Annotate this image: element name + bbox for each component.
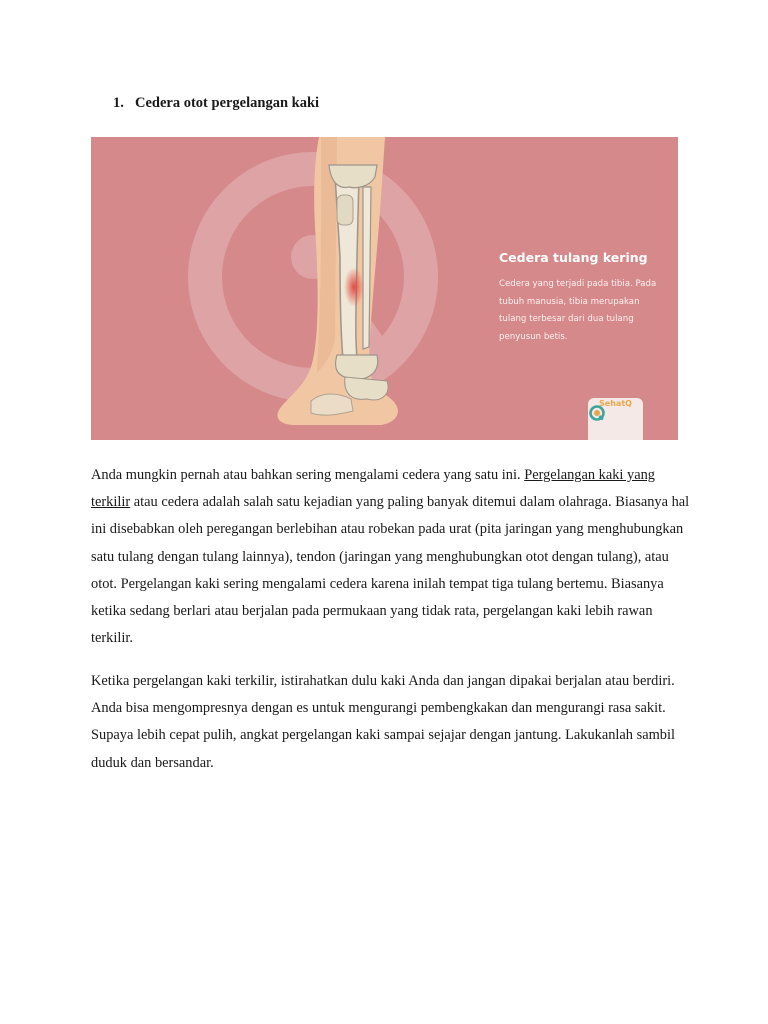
shin-injury-illustration <box>91 137 678 440</box>
paragraph-2: Ketika pergelangan kaki terkilir, istirahatkan dulu kaki Anda dan jangan dipakai berjalan atau berdiri. Anda bisa mengompresnya dengan es untuk mengurangi pembengkakan dan mengurangi rasa sakit. Supaya lebih cepat pulih, angkat pergelangan kaki sampai sejajar dengan jantung. Lakukanlah sambil duduk dan bersandar. <box>91 673 675 771</box>
fibula-bone <box>363 187 371 349</box>
paragraph-1 <box>91 462 691 652</box>
sehatq-logo-icon <box>588 404 606 422</box>
heading-title: Cedera otot pergelangan kaki <box>135 95 320 111</box>
heading-number: 1. <box>113 95 124 111</box>
injury-highlight <box>344 267 364 307</box>
figure-description: Cedera yang terjadi pada tibia. Pada tubuh manusia, tibia merupakan tulang terbesar dari dua tulang penyusun betis. <box>499 279 657 342</box>
figure-title: Cedera tulang kering <box>499 250 648 265</box>
watermark-logo <box>205 169 421 385</box>
paragraph-1-body: atau cedera adalah salah satu kejadian yang paling banyak ditemui dalam olahraga. Biasanya hal ini disebabkan oleh peregangan berlebihan atau robekan pada urat (pita jaringan yang menghubungkan satu tulang dengan tulang lainnya), tendon (jaringan yang menghubungkan otot dengan tulang), atau otot. Pergelangan kaki sering mengalami cedera karena inilah tempat tiga tulang bertemu. Biasanya ketika sedang berlari atau berjalan pada permukaan yang tidak rata, pergelangan kaki lebih rawan terkilir. <box>91 494 690 647</box>
logo-text: SehatQ <box>599 399 632 408</box>
figure-caption <box>499 250 669 346</box>
sprained-ankle-link[interactable]: Pergelangan kaki yang terkilir <box>91 467 655 511</box>
section-heading <box>113 94 319 112</box>
sehatq-logo <box>588 398 643 440</box>
paragraph-1-intro: Anda mungkin pernah atau bahkan sering mengalami cedera yang satu ini. <box>91 467 525 483</box>
